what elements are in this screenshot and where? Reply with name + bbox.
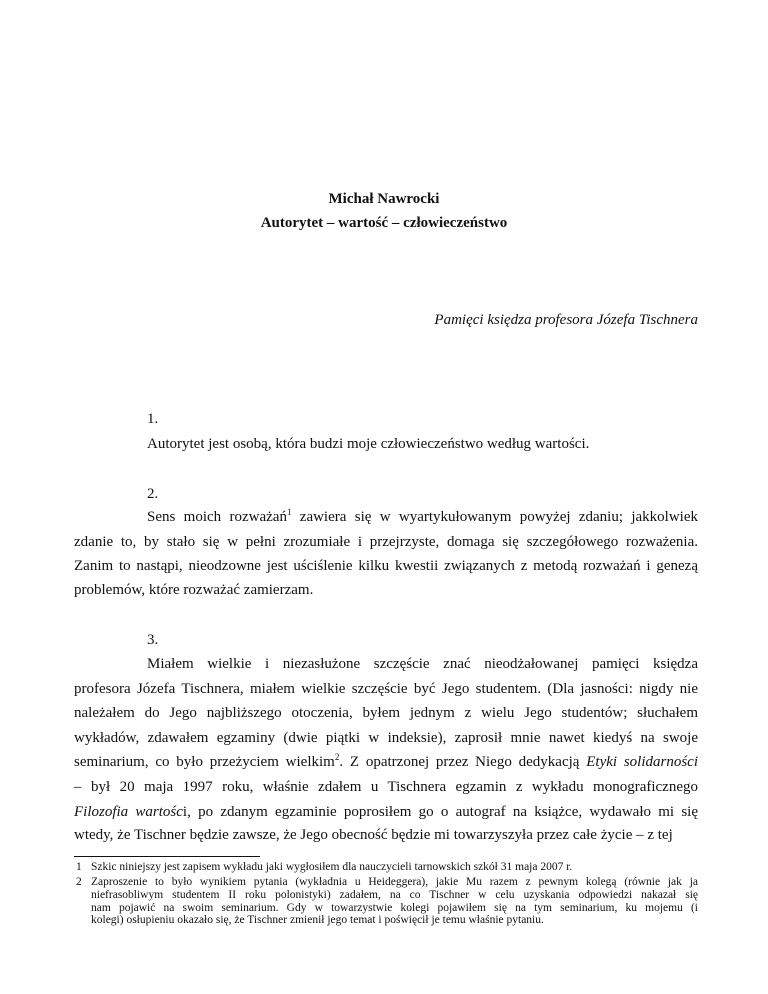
text-run: i, po zdanym egzaminie poprosiłem go o autograf na książce, wydawało mi się <box>182 804 698 820</box>
section-number: 2. <box>147 486 159 502</box>
paragraph-line <box>74 800 698 824</box>
text-run: seminarium, co było przeżyciem wielkim <box>74 754 335 770</box>
text-run: zawiera się w wyartykułowanym powyżej zdaniu; jakkolwiek <box>291 509 698 525</box>
footnote-line: kolegi) osłupieniu okazało się, że Tischner zmienił jego temat i poświęcił je temu właśnie pytaniu. <box>91 913 544 926</box>
text-run: Autorytet jest osobą, która budzi moje człowieczeństwo według wartości. <box>147 436 590 452</box>
text-run: problemów, które rozważać zamierzam. <box>74 582 314 598</box>
paragraph-line <box>147 432 698 456</box>
footnote-separator <box>74 856 260 857</box>
paragraph-line <box>147 652 698 676</box>
dedication: Pamięci księdza profesora Józefa Tischnera <box>434 312 698 328</box>
paragraph-line <box>74 554 698 578</box>
paragraph-line <box>147 505 698 529</box>
text-run: profesora Józefa Tischnera, miałem wielkie szczęście być Jego studentem. (Dla jasności: nigdy nie <box>74 681 698 697</box>
footnote-number: 2 <box>76 875 82 888</box>
paragraph-line <box>74 823 698 847</box>
footnote-line: niefrasobliwym studentem II roku polonistyki) zadałem, na co Tischner w celu uzyskania odpowiedzi nakazał się <box>91 888 698 901</box>
text-run: Zanim to nastąpi, nieodzowne jest uściślenie kilku kwestii związanych z metodą rozważań i genezą <box>74 558 698 574</box>
paragraph-line <box>74 677 698 701</box>
footnote-line: Zaproszenie to było wynikiem pytania (wykładnia u Heideggera), jakie Mu razem z pewnym kolegą (równie jak ja <box>91 875 698 888</box>
section-number: 3. <box>147 632 159 648</box>
text-run: wykładów, zdawałem egzaminy (dwie piątki w indeksie), zaprosił mnie nawet kiedyś na swoje <box>74 730 698 746</box>
text-run: Sens moich rozważań <box>147 509 287 525</box>
text-run: wtedy, że Tischner będzie zawsze, że Jego obecność będzie mi towarzyszyła przez całe życie – z tej <box>74 827 673 843</box>
paragraph-line <box>74 726 698 750</box>
paragraph-line <box>74 530 698 554</box>
italic-text: Filozofia wartośc <box>74 804 183 820</box>
paragraph-line <box>74 578 698 602</box>
section-number: 1. <box>147 411 159 427</box>
footnote-line: Szkic niniejszy jest zapisem wykładu jaki wygłosiłem dla nauczycieli tarnowskich szkół 31 maja 2007 r. <box>91 860 573 873</box>
text-run: . Z opatrzonej przez Niego dedykacją <box>339 754 587 770</box>
text-run: Miałem wielkie i niezasłużone szczęście znać nieodżałowanej pamięci księdza <box>147 656 698 672</box>
paragraph-line <box>74 701 698 725</box>
footnote-reference[interactable]: 1 <box>286 507 292 517</box>
text-run: należałem do Jego najbliższego otoczenia, byłem jednym z wielu Jego studentów; słuchałem <box>74 705 698 721</box>
italic-text: Etyki solidarności <box>586 754 699 770</box>
footnote-number: 1 <box>76 860 82 873</box>
text-run: zdanie to, by stało się w pełni zrozumiałe i przejrzyste, domaga się szczegółowego rozważenia. <box>74 534 698 550</box>
author-name: Michał Nawrocki <box>328 191 440 207</box>
footnote-reference[interactable]: 2 <box>334 752 340 762</box>
footnote-line: nam pojawić na swoim seminarium. Gdy w towarzystwie kolegi pojawiłem się na tym seminarium, ku mojemu (i <box>91 901 698 914</box>
paragraph-line <box>74 750 698 774</box>
text-run: – był 20 maja 1997 roku, właśnie zdałem u Tischnera egzamin z wykładu monograficznego <box>74 779 698 795</box>
document-title: Autorytet – wartość – człowieczeństwo <box>260 215 508 231</box>
paragraph-line <box>74 775 698 799</box>
